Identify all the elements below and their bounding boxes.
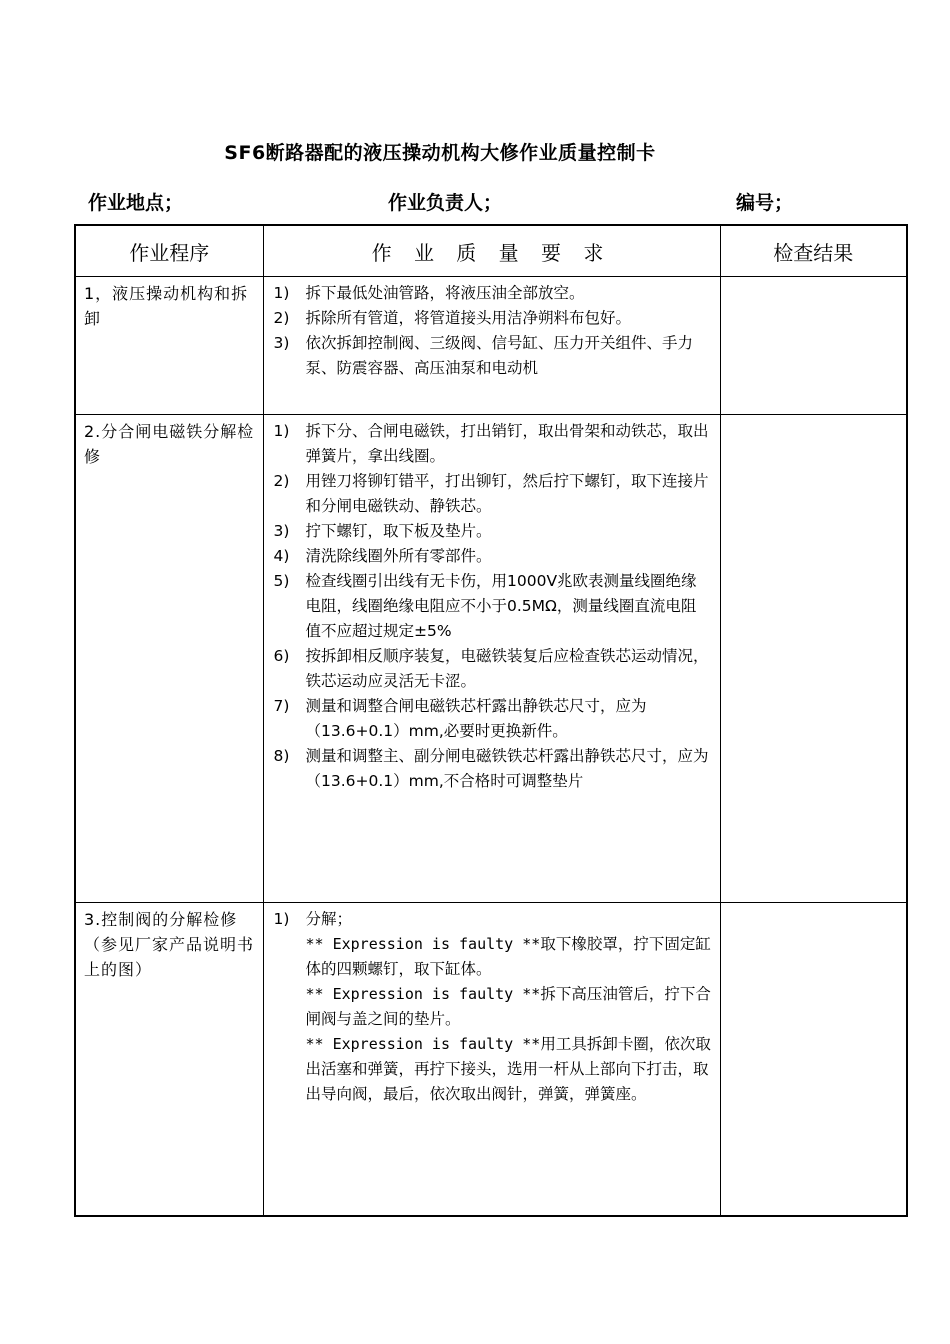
list-item: [270, 306, 712, 331]
list-item: [270, 469, 712, 519]
list-item: [270, 519, 712, 544]
sub-step: [306, 932, 712, 982]
expression-error-text: ** Expression is faulty **: [305, 1035, 541, 1053]
item-text: 拆下分、合闸电磁铁，打出销钉，取出骨架和动铁芯，取出弹簧片，拿出线圈。: [305, 422, 709, 465]
result-cell[interactable]: [720, 903, 907, 1217]
requirements-cell: [263, 415, 720, 903]
result-cell[interactable]: [720, 415, 907, 903]
sub-step: [306, 982, 712, 1032]
item-text: 依次拆卸控制阀、三级阀、信号缸、压力开关组件、手力泵、防震容器、高压油泵和电动机: [305, 334, 694, 377]
sub-step-text: 用工具拆卸卡圈，依次取出活塞和弹簧，再拧下接头，选用一杆从上部向下打击，取出导向阀，最后，依次取出阀针，弹簧，弹簧座。: [305, 1035, 711, 1103]
page-title: SF6断路器配的液压操动机构大修作业质量控制卡: [224, 142, 656, 164]
list-item: [270, 331, 712, 381]
column-header-requirements: 作 业 质 量 要 求: [263, 225, 720, 277]
column-header-procedure: 作业程序: [75, 225, 263, 277]
item-text: 拆下最低处油管路，将液压油全部放空。: [305, 284, 585, 302]
form-number-label: 编号；: [736, 192, 794, 214]
list-item: [270, 694, 712, 744]
table-row: [75, 415, 907, 903]
item-number: 1): [273, 422, 290, 440]
item-text: 拆除所有管道，将管道接头用洁净朔料布包好。: [305, 309, 632, 327]
list-item: [270, 569, 712, 644]
item-number: 2): [273, 309, 290, 327]
item-text: 清洗除线圈外所有零部件。: [305, 547, 492, 565]
item-number: 4): [273, 547, 290, 565]
list-item: [270, 744, 712, 794]
item-heading: 分解；: [305, 910, 353, 928]
item-number: 2): [273, 472, 290, 490]
item-text: 按拆卸相反顺序装复，电磁铁装复后应检查铁芯运动情况，铁芯运动应灵活无卡涩。: [305, 647, 709, 690]
item-number: 7): [273, 697, 290, 715]
list-item: [270, 419, 712, 469]
procedure-cell: 2.分合闸电磁铁分解检修: [75, 415, 263, 903]
item-text: 拧下螺钉，取下板及垫片。: [305, 522, 492, 540]
item-text: 测量和调整合闸电磁铁芯杆露出静铁芯尺寸，应为（13.6+0.1）mm,必要时更换新件。: [305, 697, 647, 740]
list-item: [270, 281, 712, 306]
item-text: 检查线圈引出线有无卡伤，用1000V兆欧表测量线圈绝缘电阻，线圈绝缘电阻应不小于0.5MΩ，测量线圈直流电阻值不应超过规定±5%: [305, 572, 697, 640]
expression-error-text: ** Expression is faulty **: [305, 985, 541, 1003]
procedure-cell: 3.控制阀的分解检修（参见厂家产品说明书上的图）: [75, 903, 263, 1217]
list-item: [270, 907, 712, 1107]
sub-step-text: 拆下高压油管后，拧下合闸阀与盖之间的垫片。: [305, 985, 711, 1028]
item-number: 3): [273, 522, 290, 540]
sub-step-text: 取下橡胶罩，拧下固定缸体的四颗螺钉，取下缸体。: [305, 935, 711, 978]
expression-error-text: ** Expression is faulty **: [305, 935, 541, 953]
requirements-cell: [263, 277, 720, 415]
requirements-list: [270, 907, 712, 1107]
sub-step: [306, 1032, 712, 1107]
requirements-cell: [263, 903, 720, 1217]
item-number: 5): [273, 572, 290, 590]
item-number: 6): [273, 647, 290, 665]
item-number: 3): [273, 334, 290, 352]
list-item: [270, 644, 712, 694]
table-header-row: [75, 225, 907, 277]
result-cell[interactable]: [720, 277, 907, 415]
list-item: [270, 544, 712, 569]
item-text: 测量和调整主、副分闸电磁铁铁芯杆露出静铁芯尺寸，应为（13.6+0.1）mm,不合格时可调整垫片: [305, 747, 709, 790]
table-row: [75, 277, 907, 415]
work-location-label: 作业地点；: [88, 192, 184, 214]
item-number: 1): [273, 910, 290, 928]
item-text: 用锉刀将铆钉错平，打出铆钉，然后拧下螺钉，取下连接片和分闸电磁铁动、静铁芯。: [305, 472, 709, 515]
quality-control-table: [74, 224, 908, 1217]
table-row: [75, 903, 907, 1217]
procedure-cell: 1，液压操动机构和拆卸: [75, 277, 263, 415]
column-header-result: 检查结果: [720, 225, 907, 277]
item-number: 8): [273, 747, 290, 765]
work-leader-label: 作业负责人；: [388, 192, 503, 214]
requirements-list: [270, 281, 712, 381]
item-number: 1): [273, 284, 290, 302]
requirements-list: [270, 419, 712, 794]
